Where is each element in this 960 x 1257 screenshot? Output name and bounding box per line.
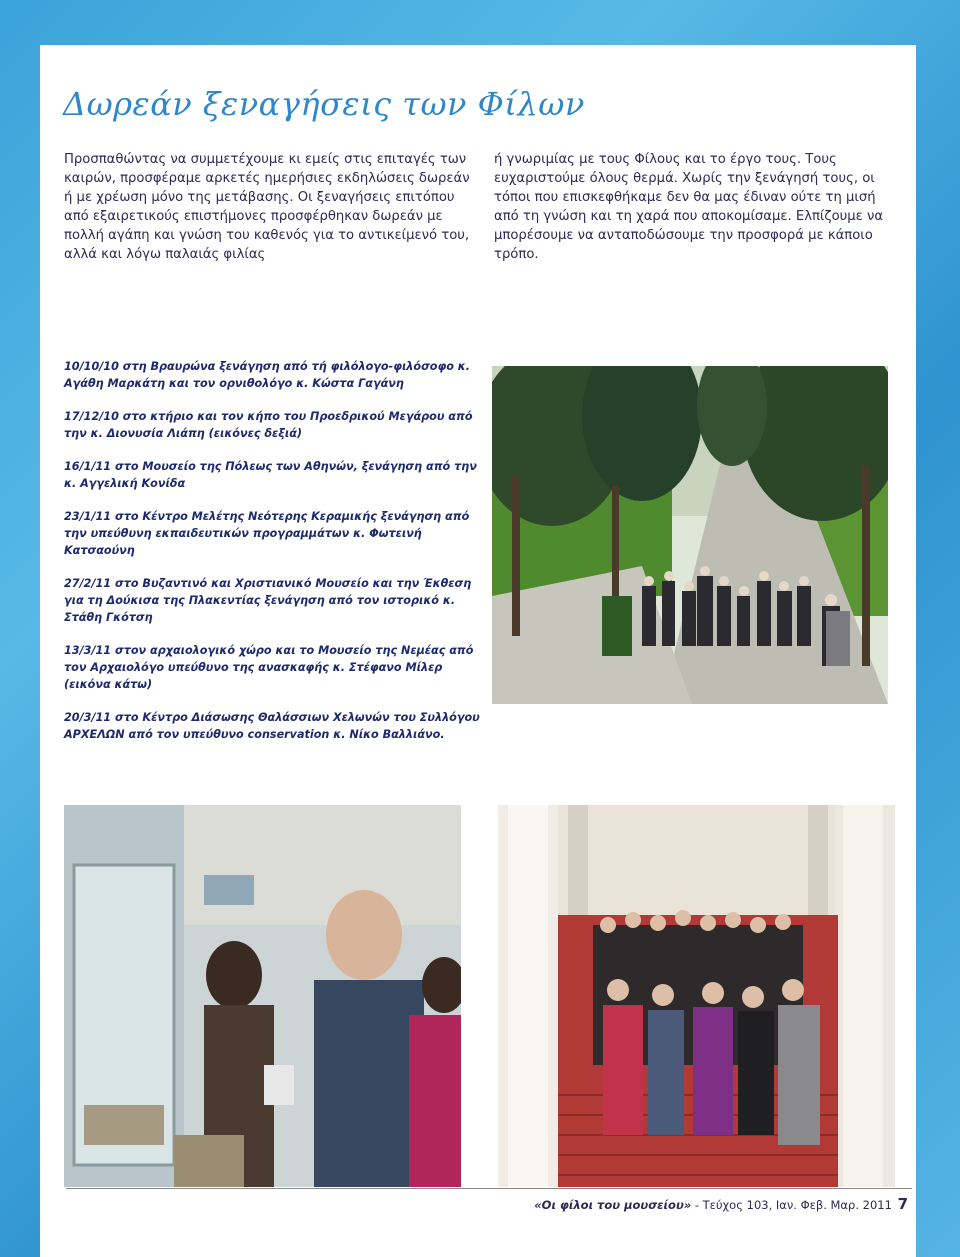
caption-item: 13/3/11 στον αρχαιολογικό χώρο και το Μουσείο της Νεμέας από τον Αρχαιολόγο υπεύθυνο της ανασκαφής κ. Στέφανο Μίλερ (εικόνα κάτω)	[64, 644, 474, 691]
footer	[534, 1195, 908, 1213]
captions-list	[64, 358, 484, 759]
intro-right-column: ή γνωριμίας με τους Φίλους και το έργο τους. Τους ευχαριστούμε όλους θερμά. Χωρίς την ξενάγησή τους, οι τόποι που επισκεφθήκαμε δεν θα μας έδιναν ούτε τη μισή από τη γνώση και τη χαρά που αποκομίσαμε. Ελπίζουμε να μπορέσουμε να ανταποδώσουμε την προσφορά με κάποιο τρόπο.	[494, 152, 884, 262]
caption-item: 10/10/10 στη Βραυρώνα ξενάγηση από τή φιλόλογο-φιλόσοφο κ. Αγάθη Μαρκάτη και τον ορνιθολόγο κ. Κώστα Γαγάνη	[64, 360, 471, 390]
caption-item: 27/2/11 στο Βυζαντινό και Χριστιανικό Μουσείο και την Έκθεση για τη Δούκισα της Πλακεντίας ξενάγηση από τον ιστορικό κ. Στάθη Γκότση	[64, 577, 472, 624]
museum-display-photo	[64, 805, 461, 1187]
footer-issue: - Τεύχος 103, Ιαν. Φεβ. Μαρ. 2011	[691, 1198, 892, 1212]
intro-left-column: Προσπαθώντας να συμμετέχουμε κι εμείς στις επιταγές των καιρών, προσφέραμε αρκετές ημερήσιες εκδηλώσεις δωρεάν ή με χρέωση μόνο της μετάβασης. Οι ξεναγήσεις επιτόπου από εξαιρετικούς επιστήμονες προσφέρθηκαν δωρεάν με πολλή αγάπη και γνώση του καθενός για το αντικείμενό του, αλλά και λόγω παλαιάς φιλίας	[64, 152, 470, 262]
page-title: Δωρεάν ξεναγήσεις των Φίλων	[63, 85, 585, 123]
garden-tour-photo	[492, 366, 888, 704]
caption-item: 23/1/11 στο Κέντρο Μελέτης Νεότερης Κεραμικής ξενάγηση από την υπεύθυνη εκπαιδευτικών προγραμμάτων κ. Φωτεινή Κατσαούνη	[64, 510, 470, 557]
caption-item: 20/3/11 στο Κέντρο Διάσωσης Θαλάσσιων Χελωνών του Συλλόγου ΑΡΧΕΛΩΝ από τον υπεύθυνο conservation κ. Νίκο Βαλλιάνο.	[64, 711, 480, 741]
footer-divider	[66, 1188, 912, 1189]
caption-item: 17/12/10 στο κτήριο και τον κήπο του Προεδρικού Μεγάρου από την κ. Διονυσία Λιάπη (εικόνες δεξιά)	[64, 410, 473, 440]
staircase-group-photo	[498, 805, 895, 1187]
page	[40, 45, 916, 1257]
footer-source: «Οι φίλοι του μουσείου»	[534, 1198, 692, 1212]
page-number: 7	[897, 1195, 908, 1213]
caption-item: 16/1/11 στο Μουσείο της Πόλεως των Αθηνών, ξενάγηση από την κ. Αγγελική Κονίδα	[64, 460, 477, 490]
